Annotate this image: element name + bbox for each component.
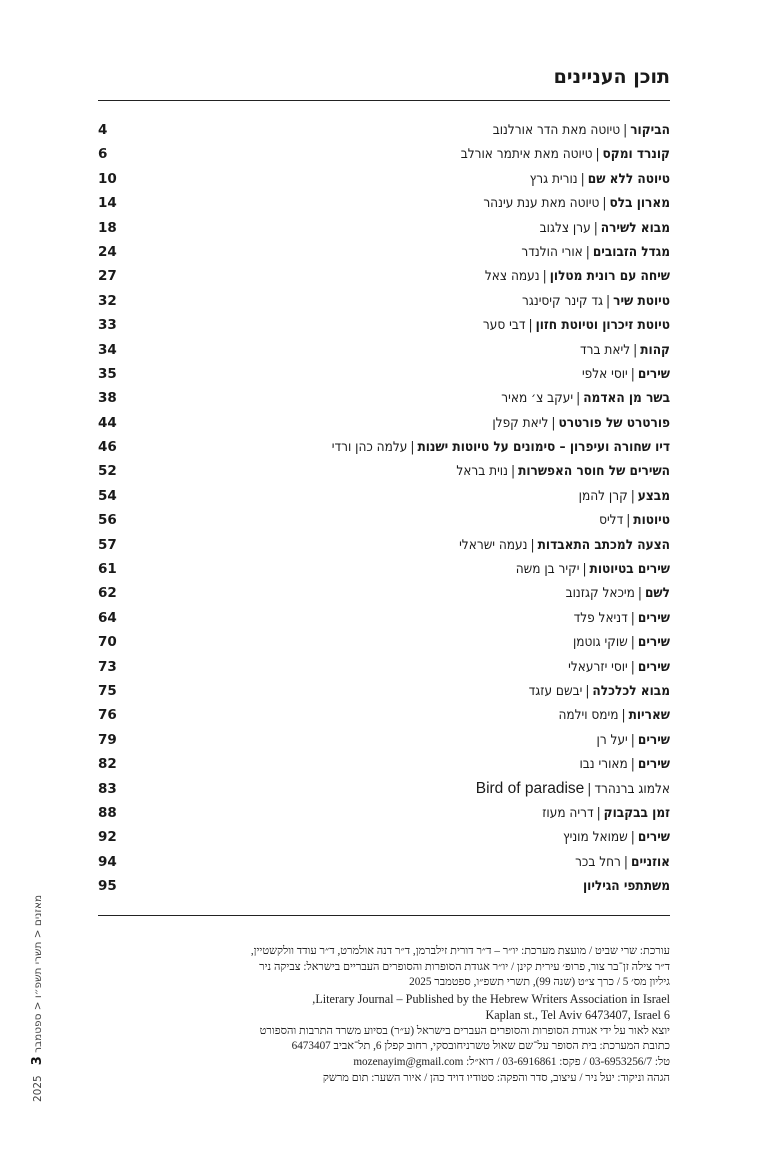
toc-entry-page: 61	[98, 561, 117, 578]
toc-entry	[98, 874, 670, 898]
toc-entry-separator: |	[410, 439, 415, 456]
toc-entry-title: הביקור	[630, 122, 670, 138]
toc-entry-author: דליס	[599, 512, 624, 529]
toc-entry-title: מבוא לשירה	[600, 219, 670, 236]
toc-entry-separator: |	[580, 170, 585, 187]
footer-journal-issue: מאזנים < תשרי תשפ״ו < ספטמבר 2025	[32, 894, 44, 1102]
toc-entry-page: 35	[98, 365, 117, 382]
toc-entry-title: שירים בטיוטות	[589, 561, 670, 578]
toc-entry-separator: |	[623, 122, 628, 138]
colophon	[150, 944, 670, 1086]
toc-entry-text	[542, 801, 670, 825]
toc-entry-title: שאריות	[628, 707, 670, 724]
colophon-line: הגהה וניקוד: יעל ניר / עיצוב, סדר והפקה: סטודיו דויד כהן / איור השער: תום מרשק	[322, 1071, 670, 1084]
toc-entry-text	[332, 435, 670, 459]
toc-entry-page: 44	[98, 414, 117, 431]
toc-entry-title: טיוטות	[633, 512, 670, 529]
colophon-line: יוצא לאור על ידי אגודת הסופרות והסופרים העברים בישראל (ע״ר) בסיוע משרד התרבות והספורט	[259, 1024, 670, 1037]
toc-entry-title: מבצע	[637, 487, 670, 504]
toc-entry-text	[461, 142, 670, 166]
toc-entry	[98, 850, 670, 874]
toc-entry-page: 70	[98, 634, 117, 651]
toc-entry-page: 88	[98, 804, 117, 821]
toc-entry-title: קהות	[640, 341, 670, 358]
toc-entry-page: 32	[98, 292, 117, 309]
toc-entry-author: מאורי נבו	[579, 756, 628, 773]
toc-entry-separator: |	[626, 512, 631, 529]
toc-entry-text	[459, 533, 670, 557]
toc-entry-author: יוסי אלפי	[581, 365, 628, 382]
toc-entry-page: 82	[98, 756, 117, 773]
toc-entry-text	[580, 338, 670, 362]
page-title: תוכן העניינים	[553, 66, 670, 88]
toc-entry-text	[558, 703, 670, 727]
toc-entry-page: 57	[98, 536, 117, 553]
toc-entry-separator: |	[630, 634, 635, 651]
toc-entry-page: 94	[98, 853, 117, 870]
toc-entry	[98, 630, 670, 654]
toc-entry-text	[485, 264, 670, 288]
toc-entry	[98, 386, 670, 410]
toc-entry-page: 54	[98, 487, 117, 504]
toc-entry	[98, 679, 670, 703]
toc-entry-separator: |	[582, 561, 587, 578]
toc-entry-page: 33	[98, 317, 117, 334]
toc-entry-separator: |	[633, 341, 638, 358]
toc-entry-separator: |	[585, 682, 590, 699]
toc-entry-title: הצעה למכתב התאבדות	[537, 536, 670, 553]
table-of-contents	[98, 118, 670, 899]
toc-entry-text	[599, 508, 670, 532]
toc-entry-page: 79	[98, 731, 117, 748]
toc-entry-page: 6	[98, 146, 108, 163]
toc-entry-author: טיוטה מאת ענת עינהר	[483, 195, 600, 212]
toc-entry	[98, 313, 670, 337]
toc-entry	[98, 557, 670, 581]
toc-entry-author: ליאת ברד	[580, 341, 631, 358]
toc-entry-text	[476, 777, 670, 801]
toc-entry-author: נעמה צאל	[484, 268, 540, 285]
colophon-line: עורכת: שרי שביט / מועצת מערכת: יו״ר – ד״ר דורית זילברמן, ד״ר דנה אולמרט, ד״ר עודד וולקשטיין,	[250, 945, 670, 957]
toc-entry-title: קונרד ומקס	[602, 146, 670, 163]
toc-entry-title: משתתפי הגיליון	[583, 878, 670, 895]
toc-entry-author: אלמוג ברנהרד	[594, 780, 670, 797]
toc-entry-separator: |	[596, 804, 601, 821]
toc-entry-title: השירים של חוסר האפשרות	[518, 463, 670, 480]
toc-entry-author: שמואל מוניץ	[563, 829, 628, 846]
toc-entry	[98, 289, 670, 313]
toc-entry-title: שירים	[637, 731, 670, 748]
toc-entry-title: שירים	[637, 756, 670, 773]
toc-entry	[98, 362, 670, 386]
toc-entry-title: זמן בבקבוק	[603, 804, 670, 821]
toc-entry-title: טיוטה ללא שם	[587, 170, 670, 187]
toc-entry	[98, 777, 670, 801]
toc-entry-title: מגדל הזבובים	[592, 243, 670, 260]
toc-entry-author: דריה מעוז	[542, 804, 594, 821]
toc-entry-separator: |	[585, 243, 590, 260]
toc-entry-page: 46	[98, 439, 117, 456]
toc-entry-separator: |	[630, 609, 635, 626]
toc-entry	[98, 752, 670, 776]
toc-entry-page: 38	[98, 390, 117, 407]
colophon-line: Literary Journal – Published by the Hebrew Writers Association in Israel,	[312, 991, 670, 1006]
toc-entry-text	[516, 557, 670, 581]
toc-entry	[98, 581, 670, 605]
bottom-divider	[98, 915, 670, 916]
colophon-line: טל: 03-6953256/7 / פקס: 03-6916861 / דוא״ל: mozenayim@gmail.com	[353, 1055, 670, 1068]
toc-entry-separator: |	[510, 463, 516, 480]
toc-entry-title: לשם	[644, 585, 670, 602]
toc-entry-text	[574, 606, 670, 630]
toc-entry-text	[582, 362, 670, 386]
toc-entry	[98, 191, 670, 215]
toc-entry-author: רחל בכר	[575, 853, 621, 870]
toc-entry-title: מארון בלס	[609, 195, 670, 212]
toc-entry-text	[492, 411, 670, 435]
toc-entry	[98, 655, 670, 679]
toc-entry-title: שירים	[637, 829, 670, 846]
toc-entry-page: 83	[98, 780, 117, 797]
toc-entry-text	[579, 752, 670, 776]
toc-entry-separator: |	[630, 487, 635, 504]
toc-entry-page: 95	[98, 878, 117, 895]
toc-entry-title: שירים	[637, 658, 670, 675]
toc-entry-title: פורטרט של פורטרט	[558, 414, 670, 431]
toc-entry-text	[573, 630, 670, 654]
toc-entry-author: נוית בראל	[456, 463, 508, 480]
toc-entry-title: מבוא לכלכלה	[592, 682, 670, 699]
toc-entry-author: עלמה כהן ורדי	[331, 439, 408, 456]
toc-entry-author: נורית גרץ	[529, 170, 578, 187]
toc-entry	[98, 484, 670, 508]
toc-entry-author: יעקב צ׳ מאיר	[501, 390, 574, 407]
toc-entry-page: 62	[98, 585, 117, 602]
toc-entry-page: 56	[98, 512, 117, 529]
toc-entry-author: יקיר בן משה	[515, 561, 580, 578]
toc-entry-page: 64	[98, 609, 117, 626]
toc-entry-text	[522, 289, 670, 313]
toc-entry-separator: |	[630, 365, 635, 382]
toc-entry-text	[579, 484, 670, 508]
toc-entry-text	[483, 191, 670, 215]
toc-entry-text	[493, 118, 670, 142]
toc-entry-text	[521, 240, 670, 264]
toc-entry-text	[483, 313, 670, 337]
toc-entry-title: אוזניים	[631, 853, 670, 870]
toc-entry-page: 18	[98, 219, 117, 236]
toc-entry-separator: |	[637, 585, 642, 602]
toc-entry	[98, 240, 670, 264]
colophon-line: ד״ר צילה זן־בר צור, פרופ׳ עירית קינן / יו״ר אגודת הסופרות והסופרים העבריים בישראל: צביקה ניר	[259, 960, 670, 973]
toc-entry-title: טיוטת שיר	[613, 292, 670, 309]
toc-entry	[98, 533, 670, 557]
toc-entry-author: שוקי גוטמן	[572, 634, 628, 651]
toc-entry	[98, 825, 670, 849]
toc-entry-author: דניאל פלד	[573, 609, 628, 626]
toc-entry-text	[597, 728, 670, 752]
toc-entry	[98, 118, 670, 142]
top-divider	[98, 100, 670, 101]
toc-entry	[98, 728, 670, 752]
toc-entry-separator: |	[621, 707, 626, 724]
toc-entry-separator: |	[587, 780, 592, 797]
toc-entry-author: נעמה ישראלי	[459, 536, 528, 553]
toc-entry-text	[566, 581, 670, 605]
toc-entry-separator: |	[542, 268, 547, 285]
toc-entry-author: אורי הולנדר	[521, 243, 583, 260]
toc-entry	[98, 801, 670, 825]
toc-entry-separator: |	[576, 390, 581, 407]
toc-entry-title: שירים	[637, 365, 670, 382]
running-footer	[30, 895, 45, 1102]
toc-entry-title: טיוטת זיכרון וטיוטת חזון	[535, 317, 670, 334]
toc-entry-separator: |	[551, 414, 556, 431]
toc-entry-text	[529, 679, 670, 703]
toc-entry-text	[575, 850, 670, 874]
toc-entry	[98, 338, 670, 362]
toc-entry-page: 34	[98, 341, 117, 358]
toc-entry-page: 27	[98, 268, 117, 285]
toc-entry-text	[501, 386, 670, 410]
toc-entry-text	[530, 167, 670, 191]
colophon-line: גיליון מס׳ 5 / כרך צ״ט (שנה 99), תשרי תשפ״ו, ספטמבר 2025	[409, 976, 670, 989]
toc-entry-page: 92	[98, 829, 117, 846]
toc-entry	[98, 508, 670, 532]
toc-entry	[98, 606, 670, 630]
toc-entry-separator: |	[630, 731, 635, 748]
toc-entry-separator: |	[630, 658, 635, 675]
toc-entry-title: שיחה עם רונית מטלון	[549, 268, 670, 285]
toc-entry-author: טיוטה מאת איתמר אורלב	[460, 146, 593, 163]
toc-entry-page: 14	[98, 195, 117, 212]
toc-entry-separator: |	[528, 317, 533, 334]
toc-entry-text	[568, 655, 670, 679]
toc-entry	[98, 264, 670, 288]
page-number: 3	[30, 1056, 45, 1066]
toc-entry-page: 4	[98, 122, 108, 138]
toc-entry-author: יוסי יזרעאלי	[568, 658, 628, 675]
toc-entry-author: קרן להמן	[578, 487, 628, 504]
colophon-line: כתובת המערכת: בית הסופר על־שם שאול טשרניחובסקי, רחוב קפלן 6, תל־אביב 6473407	[291, 1040, 670, 1053]
toc-entry-separator: |	[606, 292, 611, 309]
toc-entry-author: טיוטה מאת הדר אורלנוב	[492, 122, 621, 138]
toc-entry-author: מימס וילמה	[558, 707, 619, 724]
toc-entry-page: 24	[98, 243, 117, 260]
toc-entry	[98, 435, 670, 459]
toc-entry-separator: |	[630, 829, 635, 846]
toc-entry	[98, 411, 670, 435]
toc-entry-separator: |	[595, 146, 600, 163]
toc-entry-title: שירים	[637, 609, 670, 626]
toc-entry-text	[583, 874, 670, 898]
toc-entry-page: 73	[98, 658, 117, 675]
toc-entry-author: מיכאל קגזנוב	[565, 585, 635, 602]
toc-entry-text	[563, 825, 670, 849]
toc-entry-separator: |	[623, 853, 629, 870]
toc-entry	[98, 703, 670, 727]
toc-entry-title: בשר מן האדמה	[583, 390, 670, 407]
toc-entry-page: 52	[98, 463, 117, 480]
toc-entry-separator: |	[593, 219, 598, 236]
toc-entry	[98, 459, 670, 483]
toc-entry-author: דבי סער	[482, 317, 526, 334]
toc-entry-author: ערן צלגוב	[539, 219, 591, 236]
toc-entry	[98, 167, 670, 191]
toc-entry-title: Bird of paradise	[475, 779, 585, 797]
toc-entry-author: ליאת קפלן	[492, 414, 549, 431]
toc-entry-separator: |	[602, 195, 607, 212]
toc-entry-author: יעל רן	[596, 731, 628, 748]
toc-entry-page: 10	[98, 170, 117, 187]
toc-entry-text	[456, 459, 670, 483]
toc-entry-text	[540, 216, 670, 240]
toc-entry-page: 75	[98, 682, 117, 699]
toc-entry-separator: |	[530, 536, 535, 553]
toc-entry-title: שירים	[637, 634, 670, 651]
toc-entry-author: גד קינר קיסינגר	[521, 292, 604, 309]
toc-entry-separator: |	[630, 756, 635, 773]
toc-entry-page: 76	[98, 707, 117, 724]
toc-entry-title: דיו שחורה ועיפרון – סימונים על טיוטות ישנות	[417, 439, 670, 456]
toc-entry-author: יבשם עזגד	[528, 682, 583, 699]
colophon-line: 6 Kaplan st., Tel Aviv 6473407, Israel	[485, 1008, 670, 1023]
toc-entry	[98, 142, 670, 166]
toc-entry	[98, 216, 670, 240]
